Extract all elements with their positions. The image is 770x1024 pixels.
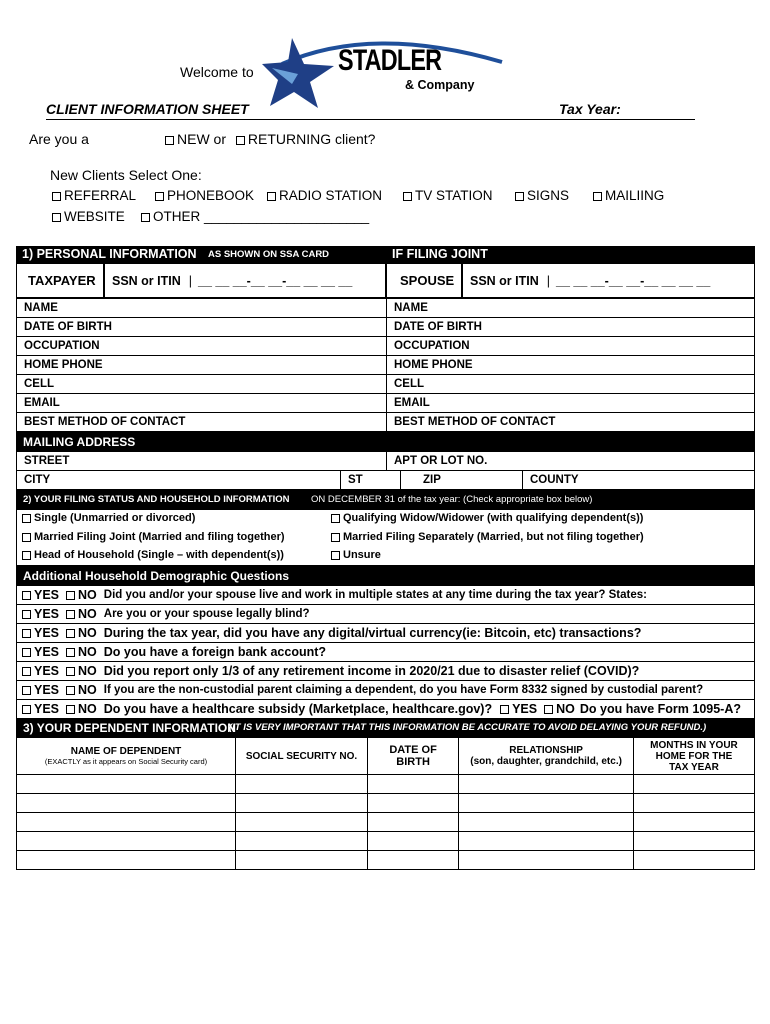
- checkbox[interactable]: [22, 551, 31, 560]
- col-relationship-header: RELATIONSHIP (son, daughter, grandchild, etc.): [459, 738, 634, 775]
- no-checkbox[interactable]: [66, 591, 75, 600]
- dependent-months-cell[interactable]: [633, 775, 754, 794]
- client-type-row: [165, 131, 375, 147]
- new-clients-prompt: New Clients Select One:: [50, 167, 202, 183]
- welcome-text: Welcome to: [180, 64, 254, 80]
- dependent-dob-cell[interactable]: [367, 813, 458, 832]
- table-row: [17, 775, 755, 794]
- checkbox[interactable]: [52, 213, 61, 222]
- dependent-name-cell[interactable]: [17, 851, 236, 870]
- spouse-home-phone-field[interactable]: HOME PHONE: [386, 355, 755, 375]
- mailing-address-header: MAILING ADDRESS: [16, 432, 755, 451]
- taxpayer-occupation-field[interactable]: OCCUPATION: [16, 336, 387, 356]
- yes-checkbox[interactable]: [22, 705, 31, 714]
- checkbox[interactable]: [403, 192, 412, 201]
- dependent-dob-cell[interactable]: [367, 775, 458, 794]
- table-row: [17, 813, 755, 832]
- dependent-ssn-cell[interactable]: [236, 775, 368, 794]
- dependent-name-cell[interactable]: [17, 794, 236, 813]
- brand-name: STADLER: [338, 44, 442, 77]
- taxpayer-cell-field[interactable]: CELL: [16, 374, 387, 394]
- question-form-8332: YES NO If you are the non-custodial parent claiming a dependent, do you have Form 8332 signed by custodial parent?: [16, 680, 755, 700]
- state-field[interactable]: ST: [340, 470, 401, 490]
- dependent-name-cell[interactable]: [17, 775, 236, 794]
- spouse-dob-field[interactable]: DATE OF BIRTH: [386, 317, 755, 337]
- yes-checkbox[interactable]: [22, 686, 31, 695]
- spouse-occupation-field[interactable]: OCCUPATION: [386, 336, 755, 356]
- dependent-relationship-cell[interactable]: [459, 832, 634, 851]
- tax-year-label: Tax Year:: [559, 101, 621, 117]
- question-healthcare-subsidy: YES NO Do you have a healthcare subsidy (Marketplace, healthcare.gov)? YES NO Do you have Form 1095-A?: [16, 699, 755, 719]
- table-row: [17, 794, 755, 813]
- spouse-ssn-field[interactable]: SSN or ITIN | __ __ __-__ __-__ __ __ __: [462, 263, 755, 298]
- option-phonebook[interactable]: PHONEBOOK: [155, 188, 254, 203]
- table-row: [17, 851, 755, 870]
- spouse-email-field[interactable]: EMAIL: [386, 393, 755, 413]
- no-checkbox[interactable]: [66, 629, 75, 638]
- dependent-table: [16, 737, 755, 870]
- col-name-header: NAME OF DEPENDENT (EXACTLY as it appears on Social Security card): [17, 738, 236, 775]
- col-dob-header: DATE OF BIRTH: [367, 738, 458, 775]
- yes-checkbox[interactable]: [22, 629, 31, 638]
- taxpayer-contact-method-field[interactable]: BEST METHOD OF CONTACT: [16, 412, 387, 432]
- option-referral[interactable]: REFERRAL: [52, 188, 136, 203]
- dependent-relationship-cell[interactable]: [459, 794, 634, 813]
- taxpayer-ssn-field[interactable]: SSN or ITIN | __ __ __-__ __-__ __ __ __: [104, 263, 386, 298]
- option-website[interactable]: WEBSITE: [52, 209, 125, 224]
- dependent-name-cell[interactable]: [17, 832, 236, 851]
- returning-checkbox[interactable]: [236, 136, 245, 145]
- checkbox[interactable]: [515, 192, 524, 201]
- checkbox[interactable]: [141, 213, 150, 222]
- taxpayer-home-phone-field[interactable]: HOME PHONE: [16, 355, 387, 375]
- taxpayer-label: TAXPAYER: [16, 263, 104, 298]
- street-field[interactable]: STREET: [16, 451, 387, 471]
- taxpayer-email-field[interactable]: EMAIL: [16, 393, 387, 413]
- checkbox[interactable]: [267, 192, 276, 201]
- form-1095a-yes-checkbox[interactable]: [500, 705, 509, 714]
- option-mailing[interactable]: MAILIING: [593, 188, 664, 203]
- dependent-dob-cell[interactable]: [367, 851, 458, 870]
- option-other[interactable]: OTHER ______________________: [141, 209, 369, 224]
- checkbox[interactable]: [22, 533, 31, 542]
- city-field[interactable]: CITY: [16, 470, 341, 490]
- dependent-ssn-cell[interactable]: [236, 832, 368, 851]
- filing-option-widow[interactable]: Qualifying Widow/Widower (with qualifying dependent(s)): [331, 512, 643, 524]
- filing-option-single[interactable]: Single (Unmarried or divorced): [22, 512, 195, 524]
- no-checkbox[interactable]: [66, 610, 75, 619]
- spouse-name-field[interactable]: NAME: [386, 298, 755, 318]
- dependent-relationship-cell[interactable]: [459, 813, 634, 832]
- dependent-info-header: 3) YOUR DEPENDENT INFORMATION (IT IS VERY IMPORTANT THAT THIS INFORMATION BE ACCURATE TO AVOID DELAYING YOUR REFUND.): [16, 719, 755, 737]
- option-radio-station[interactable]: RADIO STATION: [267, 188, 382, 203]
- checkbox[interactable]: [593, 192, 602, 201]
- dependent-table-header: [17, 738, 755, 775]
- spouse-contact-method-field[interactable]: BEST METHOD OF CONTACT: [386, 412, 755, 432]
- checkbox[interactable]: [22, 514, 31, 523]
- yes-checkbox[interactable]: [22, 591, 31, 600]
- taxpayer-name-field[interactable]: NAME: [16, 298, 387, 318]
- joint-title: IF FILING JOINT: [392, 247, 488, 261]
- demographic-header: Additional Household Demographic Questions: [16, 566, 755, 585]
- spouse-cell-field[interactable]: CELL: [386, 374, 755, 394]
- filing-status-header: 2) YOUR FILING STATUS AND HOUSEHOLD INFORMATION ON DECEMBER 31 of the tax year: (Check appropriate box below): [16, 490, 755, 509]
- no-checkbox[interactable]: [66, 686, 75, 695]
- checkbox[interactable]: [331, 533, 340, 542]
- no-checkbox[interactable]: [66, 667, 75, 676]
- new-label: NEW or: [177, 131, 226, 147]
- brand-subtitle: & Company: [405, 78, 475, 92]
- dependent-dob-cell[interactable]: [367, 832, 458, 851]
- no-checkbox[interactable]: [66, 648, 75, 657]
- spouse-label: SPOUSE: [386, 263, 462, 298]
- dependent-months-cell[interactable]: [633, 794, 754, 813]
- checkbox[interactable]: [331, 514, 340, 523]
- apt-field[interactable]: APT OR LOT NO.: [386, 451, 755, 471]
- filing-option-joint[interactable]: Married Filing Joint (Married and filing together): [22, 531, 285, 543]
- personal-info-header: 1) PERSONAL INFORMATION AS SHOWN ON SSA CARD IF FILING JOINT: [16, 246, 755, 263]
- col-months-header: MONTHS IN YOUR HOME FOR THE TAX YEAR: [633, 738, 754, 775]
- option-tv-station[interactable]: TV STATION: [403, 188, 493, 203]
- table-row: [17, 832, 755, 851]
- returning-label: RETURNING client?: [247, 131, 376, 147]
- county-field[interactable]: COUNTY: [522, 470, 755, 490]
- question-foreign-bank: YES NO Do you have a foreign bank account?: [16, 642, 755, 662]
- yes-checkbox[interactable]: [22, 648, 31, 657]
- option-signs[interactable]: SIGNS: [515, 188, 569, 203]
- no-checkbox[interactable]: [66, 705, 75, 714]
- new-checkbox[interactable]: [165, 136, 174, 145]
- question-multiple-states: YES NO Did you and/or your spouse live and work in multiple states at any time during the tax year? States:: [16, 585, 755, 605]
- yes-checkbox[interactable]: [22, 667, 31, 676]
- dependent-dob-cell[interactable]: [367, 794, 458, 813]
- form-1095a-no-checkbox[interactable]: [544, 705, 553, 714]
- zip-field[interactable]: ZIP: [400, 470, 523, 490]
- dependent-months-cell[interactable]: [633, 813, 754, 832]
- question-legally-blind: YES NO Are you or your spouse legally blind?: [16, 604, 755, 624]
- question-digital-currency: YES NO During the tax year, did you have any digital/virtual currency(ie: Bitcoin, etc) transactions?: [16, 623, 755, 643]
- dependent-relationship-cell[interactable]: [459, 775, 634, 794]
- dependent-name-cell[interactable]: [17, 813, 236, 832]
- dependent-months-cell[interactable]: [633, 832, 754, 851]
- checkbox[interactable]: [52, 192, 61, 201]
- checkbox[interactable]: [331, 551, 340, 560]
- taxpayer-dob-field[interactable]: DATE OF BIRTH: [16, 317, 387, 337]
- dependent-relationship-cell[interactable]: [459, 851, 634, 870]
- question-retirement-income: YES NO Did you report only 1/3 of any retirement income in 2020/21 due to disaster relief (COVID)?: [16, 661, 755, 681]
- dependent-months-cell[interactable]: [633, 851, 754, 870]
- sheet-title: CLIENT INFORMATION SHEET: [46, 101, 249, 117]
- dependent-ssn-cell[interactable]: [236, 813, 368, 832]
- filing-option-head-of-household[interactable]: Head of Household (Single – with dependent(s)): [22, 549, 284, 561]
- are-you-text: Are you a: [29, 131, 89, 147]
- dependent-ssn-cell[interactable]: [236, 794, 368, 813]
- col-ssn-header: SOCIAL SECURITY NO.: [236, 738, 368, 775]
- checkbox[interactable]: [155, 192, 164, 201]
- yes-checkbox[interactable]: [22, 610, 31, 619]
- filing-option-separately[interactable]: Married Filing Separately (Married, but not filing together): [331, 531, 644, 543]
- dependent-ssn-cell[interactable]: [236, 851, 368, 870]
- filing-option-unsure[interactable]: Unsure: [331, 549, 381, 561]
